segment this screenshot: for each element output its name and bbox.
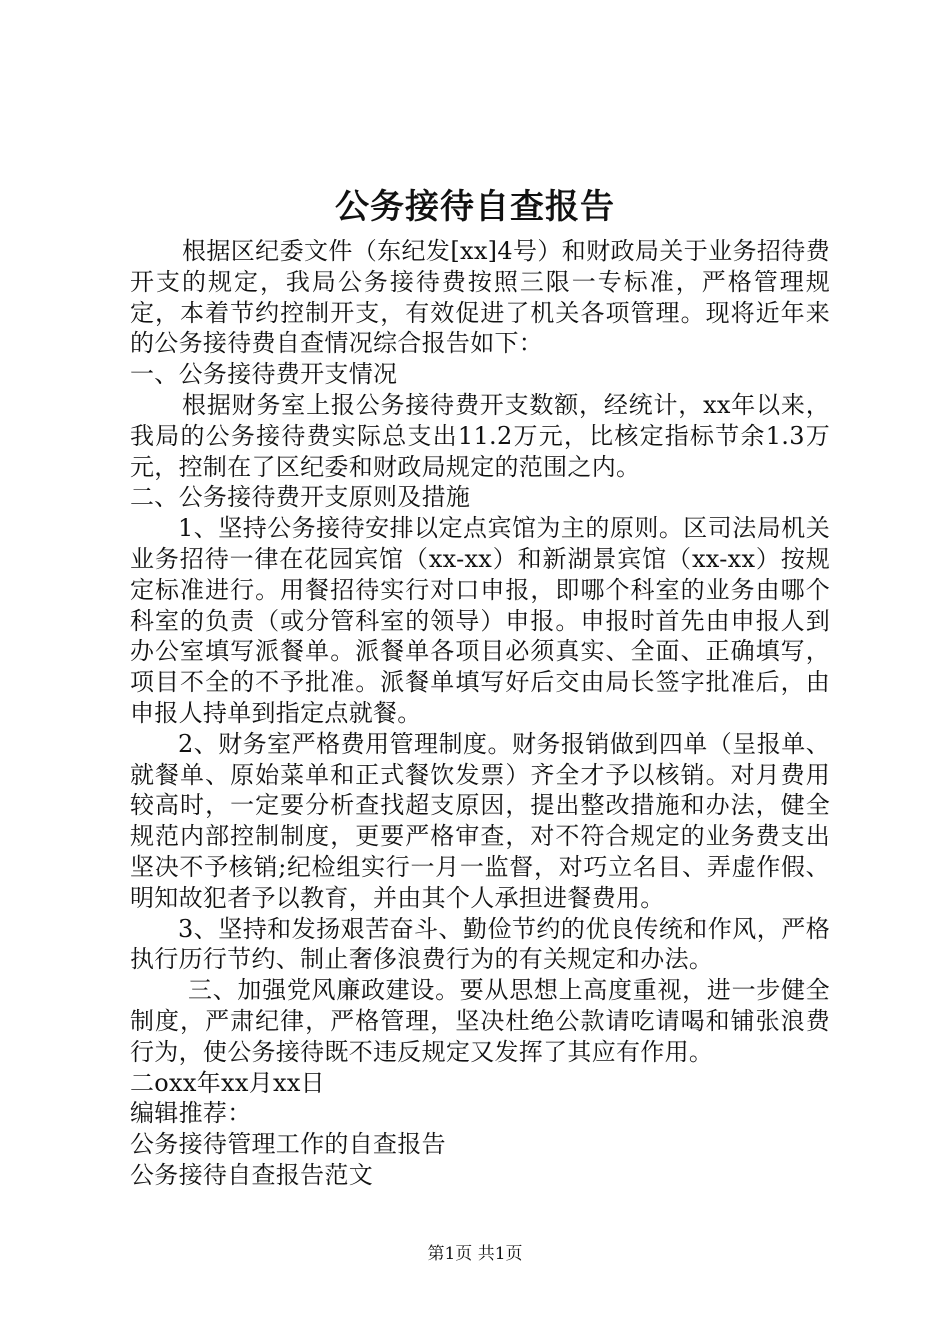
measure-paragraph-3: 3、坚持和发扬艰苦奋斗、勤俭节约的优良传统和作风，严格执行历行节约、制止奢侈浪费行为的有关规定和办法。 bbox=[130, 914, 830, 974]
measure-paragraph-2: 2、财务室严格费用管理制度。财务报销做到四单（呈报单、就餐单、原始菜单和正式餐饮发票）齐全才予以核销。对月费用较高时，一定要分析查找超支原因，提出整改措施和办法，健全规范内部控制制度，更要严格审查，对不符合规定的业务费支出坚决不予核销;纪检组实行一月一监督，对巧立名目、弄虚作假、明知故犯者予以教育，并由其个人承担进餐费用。 bbox=[130, 729, 830, 912]
document-body bbox=[130, 236, 830, 1191]
measure-paragraph-1: 1、坚持公务接待安排以定点宾馆为主的原则。区司法局机关业务招待一律在花园宾馆（xx-xx）和新湖景宾馆（xx-xx）按规定标准进行。用餐招待实行对口申报，即哪个科室的业务由哪个科室的负责（或分管科室的领导）申报。申报时首先由申报人到办公室填写派餐单。派餐单各项目必须真实、全面、正确填写，项目不全的不予批准。派餐单填写好后交由局长签字批准后，由申报人持单到指定点就餐。 bbox=[130, 514, 830, 727]
recommended-link-1: 公务接待管理工作的自查报告 bbox=[130, 1130, 446, 1159]
section-heading-2: 二、公务接待费开支原则及措施 bbox=[130, 483, 471, 512]
document-title: 公务接待自查报告 bbox=[335, 187, 615, 227]
editor-recommend-label: 编辑推荐： bbox=[130, 1099, 252, 1128]
expense-paragraph: 根据财务室上报公务接待费开支数额，经统计，xx年以来，我局的公务接待费实际总支出11.2万元，比核定指标节余1.3万元，控制在了区纪委和财政局规定的范围之内。 bbox=[130, 390, 830, 481]
section-paragraph-3: 三、加强党风廉政建设。要从思想上高度重视，进一步健全制度，严肃纪律，严格管理，坚决杜绝公款请吃请喝和铺张浪费行为，使公务接待既不违反规定又发挥了其应有作用。 bbox=[130, 976, 830, 1066]
section-heading-1: 一、公务接待费开支情况 bbox=[130, 360, 398, 389]
intro-paragraph: 根据区纪委文件（东纪发[xx]4号）和财政局关于业务招待费开支的规定，我局公务接待费按照三限一专标准，严格管理规定，本着节约控制开支，有效促进了机关各项管理。现将近年来的公务接待费自查情况综合报告如下： bbox=[130, 237, 830, 358]
recommended-link-2: 公务接待自查报告范文 bbox=[130, 1160, 373, 1189]
date-line: 二oxx年xx月xx日 bbox=[130, 1068, 325, 1097]
page-number-footer: 第1页 共1页 bbox=[427, 1244, 523, 1264]
